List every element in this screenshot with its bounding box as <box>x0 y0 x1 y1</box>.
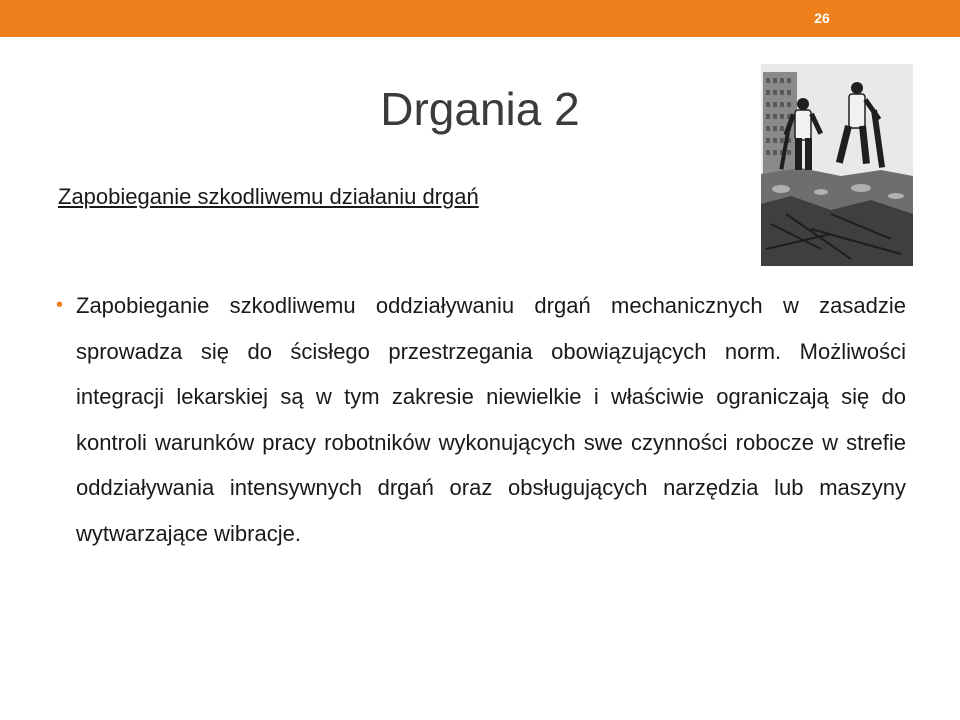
bullet-text: Zapobieganie szkodliwemu oddziaływaniu drgań mechanicznych w zasadzie sprowadza się do ścisłego przestrzegania obowiązujących norm. Możliwości integracji lekarskiej są w tym zakresie niewielkie i właściwie ograniczają się do kontroli warunków pracy robotników wykonujących swe czynności robocze w strefie oddziaływania intensywnych drgań oraz obsługujących narzędzia lub maszyny wytwarzające wibracje. <box>76 293 906 546</box>
workers-jackhammer-photo <box>761 64 913 266</box>
slide-number: 26 <box>814 10 830 26</box>
bullet-list <box>56 283 906 556</box>
slide-subtitle: Zapobieganie szkodliwemu działaniu drgań <box>58 184 479 209</box>
bullet-marker: • <box>56 294 64 316</box>
workers-jackhammer-illustration <box>761 64 913 266</box>
slide-title: Drgania 2 <box>380 83 580 135</box>
